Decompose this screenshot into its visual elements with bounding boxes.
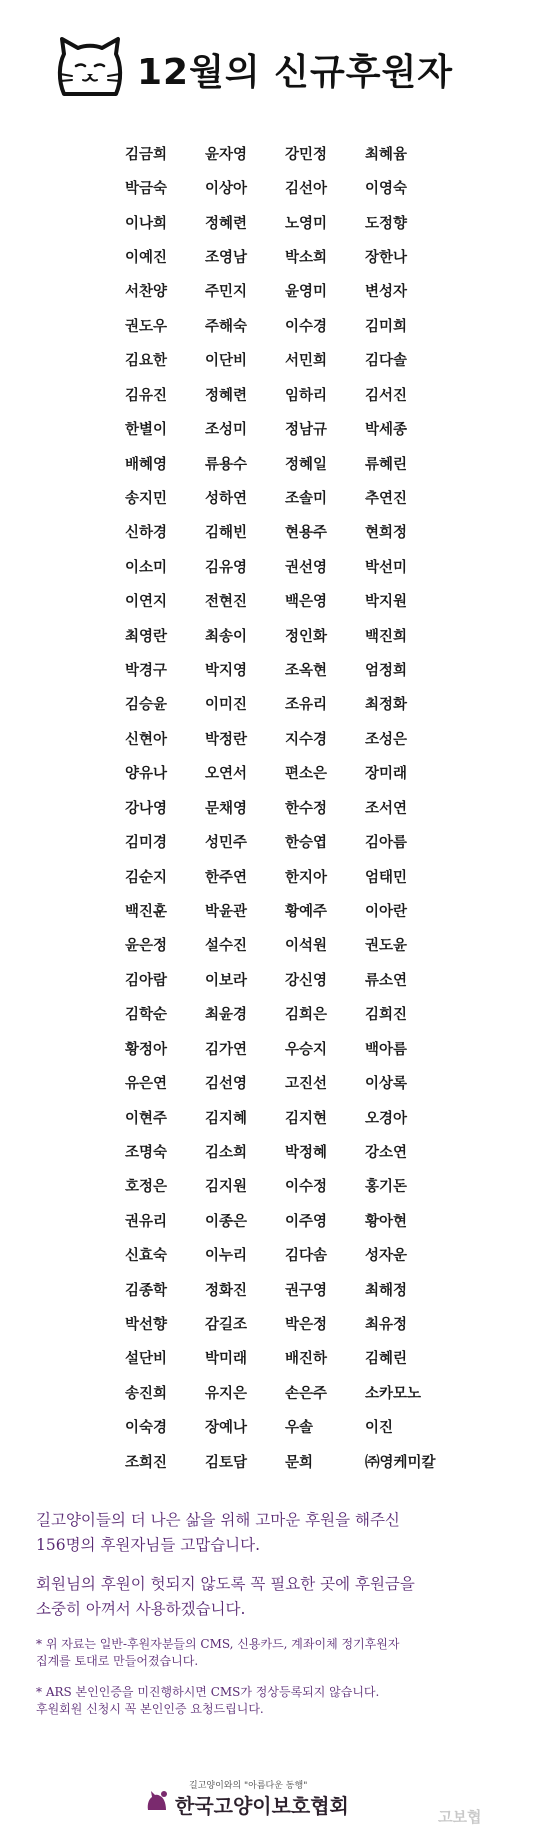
donor-row (125, 308, 445, 342)
donor-name: 김유영 (205, 559, 248, 576)
donor-name: 조성미 (205, 422, 248, 439)
donor-name: 손은주 (285, 1385, 328, 1402)
donor-name: 정화진 (205, 1282, 248, 1299)
donor-row (125, 997, 445, 1031)
donor-name: 이누리 (205, 1248, 248, 1265)
donor-name: 이숙경 (125, 1420, 168, 1437)
donor-name: 조서연 (365, 800, 408, 817)
donor-name: 이종은 (205, 1213, 248, 1230)
donor-name: 문희 (285, 1454, 314, 1471)
donor-row (125, 205, 445, 239)
donor-name: 성민주 (205, 835, 248, 852)
donor-row (125, 274, 445, 308)
donor-name: 김다솔 (365, 353, 408, 370)
donor-name: 박윤관 (205, 903, 248, 920)
donor-name: 박세종 (365, 422, 408, 439)
donor-name: 한주연 (205, 869, 248, 886)
donor-name: 김미경 (125, 835, 168, 852)
donor-name: 소카모노 (365, 1385, 422, 1402)
donor-name: 서민희 (285, 353, 328, 370)
donor-name: 조희진 (125, 1454, 168, 1471)
donor-name: 정혜련 (205, 215, 248, 232)
donor-name: 추연진 (365, 490, 408, 507)
donor-name: 정혜련 (205, 387, 248, 404)
donor-row (125, 618, 445, 652)
thanks-line: 소중히 아껴서 사용하겠습니다. (36, 1600, 246, 1618)
donor-name: 최송이 (205, 628, 248, 645)
donor-name: 황예주 (285, 903, 328, 920)
note-line: * 위 자료는 일반-후원자분들의 CMS, 신용카드, 계좌이체 정기후원자 (36, 1637, 400, 1651)
donor-row (125, 446, 445, 480)
donor-name: 장예나 (205, 1420, 248, 1437)
donor-name: 엄정희 (365, 663, 408, 680)
donor-row (125, 1238, 445, 1272)
donor-name: 성자운 (365, 1248, 408, 1265)
org-subtitle: 길고양이와의 "아름다운 동행" (189, 1781, 308, 1791)
donor-name: 한별이 (125, 422, 168, 439)
donor-name: 이수정 (285, 1179, 328, 1196)
donor-name: 박소희 (285, 249, 328, 266)
donor-name: 김토담 (205, 1454, 248, 1471)
donor-name: 박지원 (365, 594, 408, 611)
donor-name: 권도윤 (365, 938, 408, 955)
donor-name: 주해숙 (205, 318, 248, 335)
org-name: 한국고양이보호협회 (175, 1794, 349, 1818)
donor-name: 이아란 (365, 903, 408, 920)
donor-name: 장한나 (365, 249, 408, 266)
donor-row (125, 1444, 445, 1478)
donor-row (125, 343, 445, 377)
donor-name: 정혜일 (285, 456, 328, 473)
donor-name: 이소미 (125, 559, 168, 576)
donor-name: 최영란 (125, 628, 168, 645)
donor-name: 이단비 (205, 353, 248, 370)
donor-row (125, 1410, 445, 1444)
donor-name: 조성은 (365, 731, 408, 748)
donor-name: 김서진 (365, 387, 408, 404)
donor-name: 유은연 (125, 1076, 168, 1093)
donor-name: 이연지 (125, 594, 168, 611)
donor-name: 신현아 (125, 731, 168, 748)
donor-row (125, 1134, 445, 1168)
donor-name: 김가연 (205, 1041, 248, 1058)
donor-name: 도정향 (365, 215, 408, 232)
donor-name: 강소연 (365, 1144, 408, 1161)
donor-name: 박지영 (205, 663, 248, 680)
donor-row (125, 652, 445, 686)
donor-name: 이석원 (285, 938, 328, 955)
donor-name: ㈜영케미칼 (365, 1454, 436, 1471)
donor-row (125, 1100, 445, 1134)
donor-name: 황아현 (365, 1213, 408, 1230)
donor-name: 류소연 (365, 972, 408, 989)
donor-name: 조명숙 (125, 1144, 168, 1161)
donor-name: 송지민 (125, 490, 168, 507)
donor-row (125, 859, 445, 893)
cat-silhouette-icon (145, 1788, 169, 1812)
donor-name: 김승윤 (125, 697, 168, 714)
donor-name: 이미진 (205, 697, 248, 714)
donor-row (125, 1203, 445, 1237)
donor-name: 김해빈 (205, 525, 248, 542)
notes (36, 1636, 516, 1718)
donor-name: 설단비 (125, 1351, 168, 1368)
donor-name: 김지현 (285, 1110, 328, 1127)
donor-name: 김학순 (125, 1007, 168, 1024)
donor-name: 김선영 (205, 1076, 248, 1093)
donor-name: 윤영미 (285, 284, 328, 301)
thanks-line: 길고양이들의 더 나은 삶을 위해 고마운 후원을 해주신 (36, 1511, 400, 1529)
note-line: 후원회원 신청시 꼭 본인인증 요청드립니다. (36, 1702, 264, 1716)
donor-name: 호정은 (125, 1179, 168, 1196)
donor-name: 황정아 (125, 1041, 168, 1058)
donor-name: 김다솜 (285, 1248, 328, 1265)
donor-name: 고진선 (285, 1076, 328, 1093)
donor-row (125, 480, 445, 514)
donor-name: 이현주 (125, 1110, 168, 1127)
cat-face-icon (56, 36, 124, 98)
donor-name: 권유리 (125, 1213, 168, 1230)
donor-name: 오경아 (365, 1110, 408, 1127)
thanks-line: 회원님의 후원이 헛되지 않도록 꼭 필요한 곳에 후원금을 (36, 1575, 415, 1593)
donor-name: 박미래 (205, 1351, 248, 1368)
donor-name: 윤은정 (125, 938, 168, 955)
donor-row (125, 549, 445, 583)
donor-name: 박정혜 (285, 1144, 328, 1161)
donor-name: 김미희 (365, 318, 408, 335)
donor-name: 전현진 (205, 594, 248, 611)
donor-name: 김희은 (285, 1007, 328, 1024)
donor-name: 류용수 (205, 456, 248, 473)
donor-row (125, 687, 445, 721)
donor-name: 편소은 (285, 766, 328, 783)
donor-name: 박선향 (125, 1317, 168, 1334)
donor-name: 노영미 (285, 215, 328, 232)
donor-name: 강나영 (125, 800, 168, 817)
donor-row (125, 583, 445, 617)
donor-name: 김금희 (125, 146, 168, 163)
donor-name: 최정화 (365, 697, 408, 714)
donor-row (125, 790, 445, 824)
donor-row (125, 1375, 445, 1409)
donor-row (125, 1272, 445, 1306)
donor-row (125, 170, 445, 204)
donor-row (125, 721, 445, 755)
donor-name: 백아름 (365, 1041, 408, 1058)
donor-name: 김아람 (125, 972, 168, 989)
donor-name: 홍기돈 (365, 1179, 408, 1196)
donor-name: 우솔 (285, 1420, 314, 1437)
donor-row (125, 411, 445, 445)
donor-name: 최윤경 (205, 1007, 248, 1024)
donor-name: 우승지 (285, 1041, 328, 1058)
donor-name: 한수정 (285, 800, 328, 817)
donor-name: 송진희 (125, 1385, 168, 1402)
donor-name: 백진희 (365, 628, 408, 645)
donor-row (125, 928, 445, 962)
donor-name: 현희정 (365, 525, 408, 542)
donor-name: 조솔미 (285, 490, 328, 507)
donor-name: 김순지 (125, 869, 168, 886)
donor-name: 이수경 (285, 318, 328, 335)
donor-name: 조옥현 (285, 663, 328, 680)
donor-row (125, 1341, 445, 1375)
donor-name: 박정란 (205, 731, 248, 748)
donor-row (125, 1169, 445, 1203)
org-logo (145, 1774, 405, 1824)
header (0, 0, 539, 130)
donor-name: 최혜윰 (365, 146, 408, 163)
donor-name: 김유진 (125, 387, 168, 404)
donor-name: 이상아 (205, 181, 248, 198)
donor-name: 김선아 (285, 181, 328, 198)
donor-name: 정남규 (285, 422, 328, 439)
donor-name: 유지은 (205, 1385, 248, 1402)
donor-name: 서찬양 (125, 284, 168, 301)
donor-name: 박경구 (125, 663, 168, 680)
donor-name: 이영숙 (365, 181, 408, 198)
donor-name: 김종학 (125, 1282, 168, 1299)
donor-name: 권도우 (125, 318, 168, 335)
donor-row (125, 1031, 445, 1065)
donor-name: 신효숙 (125, 1248, 168, 1265)
donor-list (125, 136, 445, 1478)
donor-name: 한지아 (285, 869, 328, 886)
donor-name: 지수경 (285, 731, 328, 748)
donor-row (125, 239, 445, 273)
donor-name: 김소희 (205, 1144, 248, 1161)
donor-row (125, 1306, 445, 1340)
donor-name: 최해정 (365, 1282, 408, 1299)
thanks-line: 156명의 후원자님들 고맙습니다. (36, 1536, 261, 1554)
donor-name: 김아름 (365, 835, 408, 852)
donor-name: 이보라 (205, 972, 248, 989)
donor-name: 배혜영 (125, 456, 168, 473)
donor-name: 이나희 (125, 215, 168, 232)
donor-name: 백은영 (285, 594, 328, 611)
donor-name: 김혜린 (365, 1351, 408, 1368)
donor-name: 박선미 (365, 559, 408, 576)
donor-name: 신하경 (125, 525, 168, 542)
donor-name: 성하연 (205, 490, 248, 507)
donor-row (125, 377, 445, 411)
donor-name: 장미래 (365, 766, 408, 783)
donor-name: 김요한 (125, 353, 168, 370)
page-title: 12월의 신규후원자 (137, 52, 454, 93)
donor-name: 박은정 (285, 1317, 328, 1334)
donor-name: 엄태민 (365, 869, 408, 886)
thanks-message (36, 1508, 516, 1622)
donor-name: 김지원 (205, 1179, 248, 1196)
donor-name: 현용주 (285, 525, 328, 542)
donor-name: 설수진 (205, 938, 248, 955)
donor-name: 이상록 (365, 1076, 408, 1093)
donor-name: 주민지 (205, 284, 248, 301)
donor-row (125, 824, 445, 858)
note-line: * ARS 본인인증을 미진행하시면 CMS가 정상등록되지 않습니다. (36, 1685, 380, 1699)
donor-name: 정인화 (285, 628, 328, 645)
donor-name: 이예진 (125, 249, 168, 266)
donor-name: 오연서 (205, 766, 248, 783)
donor-row (125, 962, 445, 996)
donor-name: 양유나 (125, 766, 168, 783)
donor-row (125, 515, 445, 549)
donor-name: 이진 (365, 1420, 394, 1437)
donor-name: 조영남 (205, 249, 248, 266)
donor-name: 권선영 (285, 559, 328, 576)
donor-name: 백진훈 (125, 903, 168, 920)
donor-name: 문채영 (205, 800, 248, 817)
donor-row (125, 1065, 445, 1099)
donor-name: 박금숙 (125, 181, 168, 198)
donor-name: 최유정 (365, 1317, 408, 1334)
donor-name: 류혜린 (365, 456, 408, 473)
donor-name: 윤자영 (205, 146, 248, 163)
note-line: 집계를 토대로 만들어졌습니다. (36, 1654, 199, 1668)
donor-name: 한승엽 (285, 835, 328, 852)
donor-name: 권구영 (285, 1282, 328, 1299)
donor-name: 이주영 (285, 1213, 328, 1230)
donor-name: 감길조 (205, 1317, 248, 1334)
donor-name: 김희진 (365, 1007, 408, 1024)
donor-row (125, 136, 445, 170)
donor-row (125, 893, 445, 927)
donor-name: 강민정 (285, 146, 328, 163)
donor-row (125, 756, 445, 790)
donor-name: 변성자 (365, 284, 408, 301)
watermark: 고보협 (438, 1808, 482, 1826)
donor-name: 김지혜 (205, 1110, 248, 1127)
donor-name: 임하리 (285, 387, 328, 404)
donor-name: 배진하 (285, 1351, 328, 1368)
donor-name: 조유리 (285, 697, 328, 714)
donor-name: 강신영 (285, 972, 328, 989)
